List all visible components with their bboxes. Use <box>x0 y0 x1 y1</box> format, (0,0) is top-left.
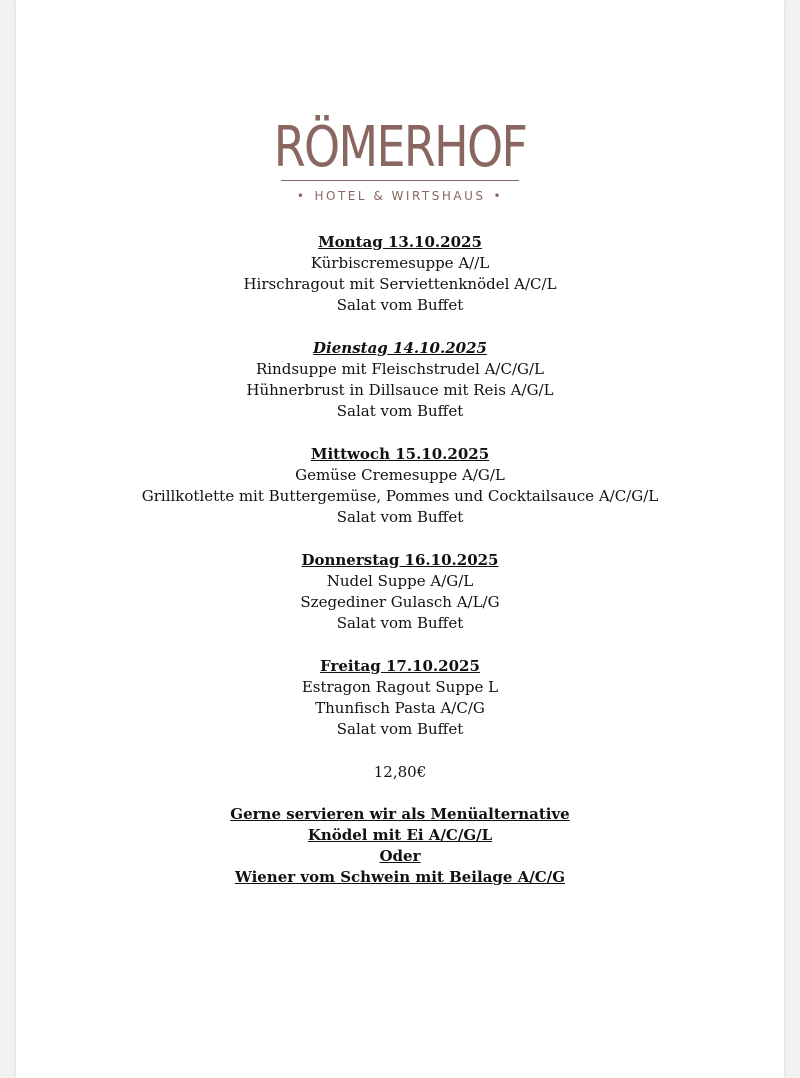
menu-item: Grillkotlette mit Buttergemüse, Pommes und Cocktailsauce A/C/G/L <box>141 487 659 505</box>
menu-item: Nudel Suppe A/G/L <box>326 572 474 590</box>
logo-title: RÖMERHOF <box>273 115 527 180</box>
bullet-icon: • <box>493 189 504 203</box>
menu-alternative <box>0 804 800 888</box>
menu-item: Salat vom Buffet <box>336 720 464 738</box>
menu-item: Salat vom Buffet <box>336 296 464 314</box>
menu-item: Rindsuppe mit Fleischstrudel A/C/G/L <box>255 360 545 378</box>
day-section-friday <box>0 656 800 740</box>
menu-item: Hühnerbrust in Dillsauce mit Reis A/G/L <box>246 381 554 399</box>
menu-item: Gemüse Cremesuppe A/G/L <box>295 466 505 484</box>
bullet-icon: • <box>296 189 307 203</box>
day-heading: Freitag 17.10.2025 <box>320 657 480 675</box>
day-heading: Donnerstag 16.10.2025 <box>301 551 499 569</box>
day-heading: Montag 13.10.2025 <box>318 233 482 251</box>
weekly-menu <box>0 232 800 888</box>
day-section-tuesday <box>0 338 800 422</box>
menu-item: Szegediner Gulasch A/L/G <box>300 593 500 611</box>
alternative-option: Knödel mit Ei A/C/G/L <box>307 826 493 844</box>
restaurant-logo <box>0 115 800 203</box>
menu-item: Thunfisch Pasta A/C/G <box>315 699 485 717</box>
menu-item: Hirschragout mit Serviettenknödel A/C/L <box>243 275 557 293</box>
menu-item: Kürbiscremesuppe A//L <box>310 254 490 272</box>
day-heading: Mittwoch 15.10.2025 <box>310 445 490 463</box>
alternative-or: Oder <box>379 847 421 865</box>
day-heading: Dienstag 14.10.2025 <box>313 339 487 357</box>
logo-divider <box>281 180 519 181</box>
menu-item: Salat vom Buffet <box>336 508 464 526</box>
alternative-intro: Gerne servieren wir als Menüalternative <box>230 805 570 823</box>
logo-subtitle <box>0 189 800 203</box>
day-section-wednesday <box>0 444 800 528</box>
menu-price: 12,80€ <box>373 763 427 781</box>
day-section-monday <box>0 232 800 316</box>
alternative-option: Wiener vom Schwein mit Beilage A/C/G <box>234 868 566 886</box>
menu-item: Salat vom Buffet <box>336 402 464 420</box>
day-section-thursday <box>0 550 800 634</box>
menu-item: Estragon Ragout Suppe L <box>301 678 499 696</box>
menu-item: Salat vom Buffet <box>336 614 464 632</box>
logo-subtitle-text: HOTEL & WIRTSHAUS <box>314 189 486 203</box>
